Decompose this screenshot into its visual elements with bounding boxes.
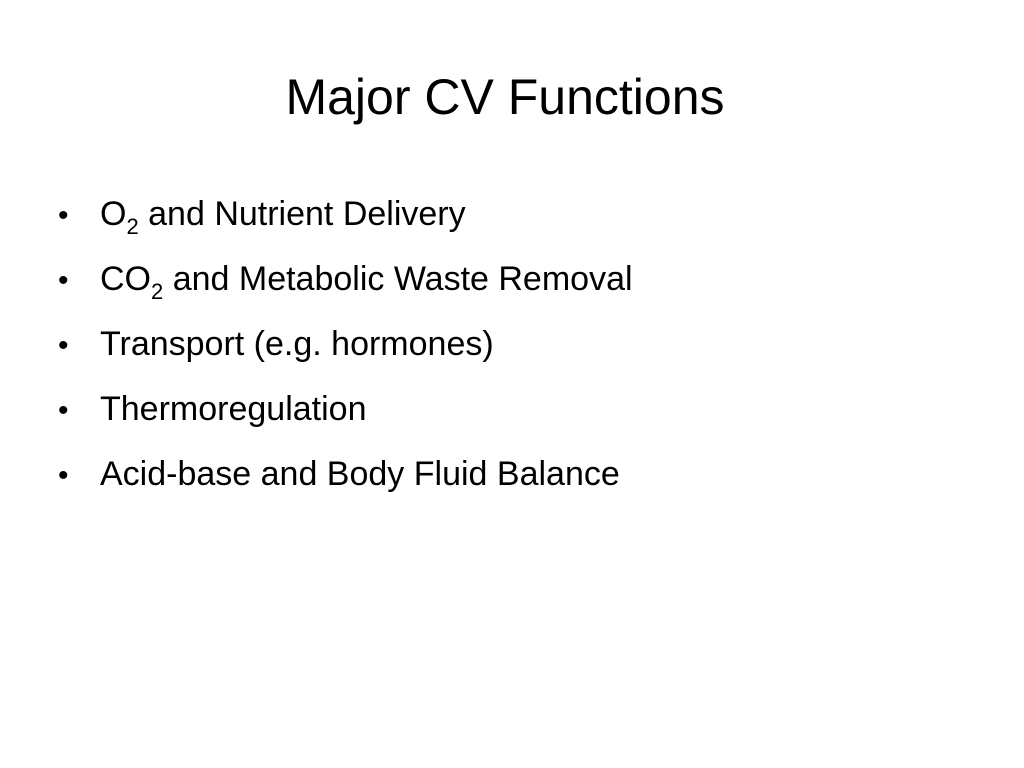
bullet-item-transport [52,316,633,381]
bullet-text-lead: Thermoregulation [100,390,367,428]
bullet-text [100,390,366,428]
bullet-text-lead: O [100,195,127,233]
bullet-text [100,195,466,239]
bullet-text [100,260,633,304]
bullet-text-lead: CO [100,260,151,298]
bullet-text [100,455,620,493]
bullet-text-rest: and Metabolic Waste Removal [163,260,633,298]
subscript: 2 [151,279,164,304]
bullet-item-o2-delivery [52,186,633,251]
bullet-text [100,325,494,363]
bullet-item-acid-base [52,446,633,511]
subscript: 2 [126,214,139,239]
bullet-list [52,186,633,511]
bullet-text-lead: Transport (e.g. hormones) [100,325,494,363]
slide-title: Major CV Functions [285,69,725,125]
bullet-item-thermoregulation [52,381,633,446]
bullet-item-co2-removal [52,251,633,316]
bullet-icon: • [58,394,69,427]
bullet-text-lead: Acid-base and Body Fluid Balance [100,455,620,493]
bullet-icon: • [58,459,69,492]
bullet-icon: • [58,264,69,297]
bullet-text-rest: and Nutrient Delivery [138,195,466,233]
bullet-icon: • [58,329,69,362]
bullet-icon: • [58,199,69,232]
